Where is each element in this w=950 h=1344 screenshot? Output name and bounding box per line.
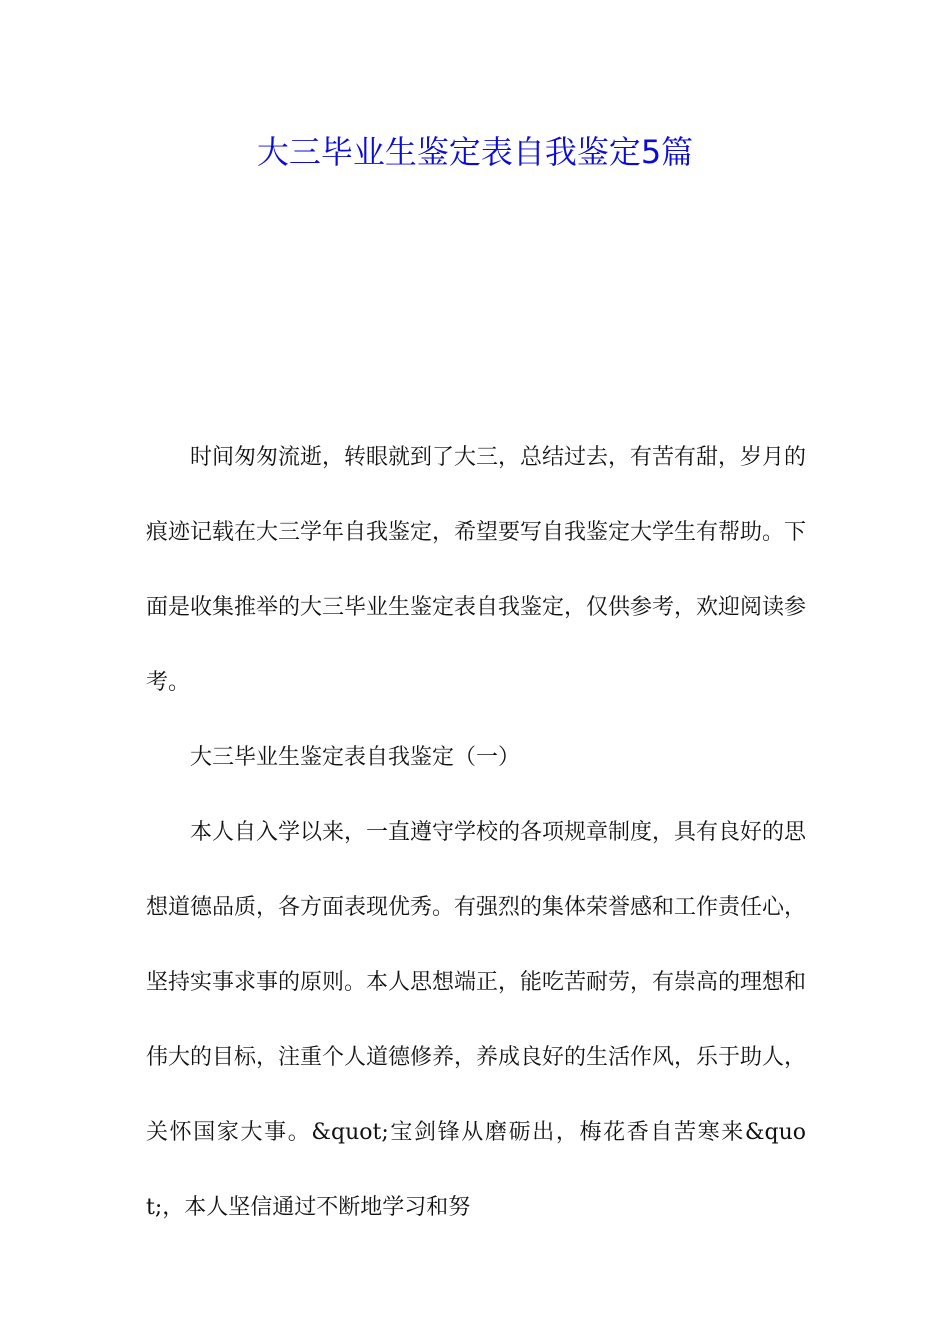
paragraph-section-body: 本人自入学以来，一直遵守学校的各项规章制度，具有良好的思想道德品质，各方面表现优秀。有强烈的集体荣誉感和工作责任心，坚持实事求事的原则。本人思想端正，能吃苦耐劳，有崇高的理想和伟大的目标，注重个人道德修养，养成良好的生活作风，乐于助人，关怀国家大事。&quot;宝剑锋从磨砺出，梅花香自苦寒来&quot;，本人坚信通过不断地学习和努 (146, 820, 807, 1220)
document-title: 大三毕业生鉴定表自我鉴定5篇 (256, 133, 694, 171)
document-body (146, 420, 806, 1245)
paragraph-section-heading: 大三毕业生鉴定表自我鉴定（一） (190, 745, 521, 770)
paragraph-intro: 时间匆匆流逝，转眼就到了大三，总结过去，有苦有甜，岁月的痕迹记载在大三学年自我鉴定，希望要写自我鉴定大学生有帮助。下面是收集推举的大三毕业生鉴定表自我鉴定，仅供参考，欢迎阅读参考。 (146, 445, 807, 695)
